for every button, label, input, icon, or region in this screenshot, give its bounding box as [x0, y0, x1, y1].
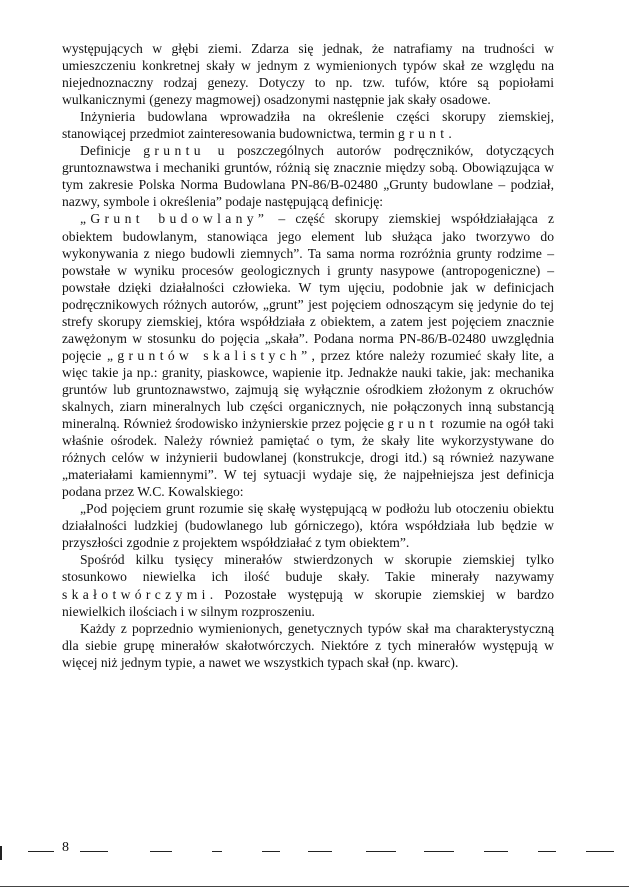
paragraph-4-text-b: , przez które należy rozumieć skały lite, a więc takie ja np.: granity, piaskowce, wapienie itp. Jednakże nauki takie, jak: mechanika gruntów lub gruntoznawstwo, zajmują się wyłącznie ośrodkiem złożonym z okruchów skalnych, ziarn mineralnych lub części organicznych, nie połączonych inną substancją mineralną. Również środowisko inżynierskie przez pojęcie — [62, 347, 555, 432]
page-number: 8 — [62, 840, 69, 855]
footer-rule — [484, 851, 508, 852]
page-footer — [0, 840, 629, 880]
bottom-edge-line — [0, 886, 629, 887]
term-grunt-budowlany: „Grunt budowlany” — [80, 211, 269, 227]
paragraph-6-text-a: Spośród kilku tysięcy minerałów stwierdzonych w skorupie ziemskiej tylko stosunkowo niewielka ich ilość buduje skały. Takie minerały nazywamy — [62, 552, 554, 585]
paragraph-4-text-a: – część skorupy ziemskiej współdziałająca z obiektem budowlanym, stanowiąca jego element lub służąca jako tworzywo do wykonywania z niego budowli ziemnych”. Ta sama norma rozróżnia grunty rodzime – powstałe w wyniku procesów geologicznych i grunty nasypowe (antropogeniczne) – powstałe dzięki działalności człowieka. W tym ujęciu, podobnie jak w definicjach podręcznikowych różnych autorów, „grunt” jest pojęciem odnoszącym się jedynie do tej strefy skorupy ziemskiej, która współdziała z obiektem, a zatem jest pojęciem znacznie zawężonym w stosunku do pojęcia „skała”. Podana norma PN-86/B-02480 uwzględnia pojęcie — [62, 211, 554, 363]
footer-rule — [586, 851, 614, 852]
footer-rule — [262, 851, 280, 852]
paragraph-7: Każdy z poprzednio wymienionych, genetycznych typów skał ma charakterystyczną dla siebie grupę minerałów skałotwórczych. Niektóre z tych minerałów występują w więcej niż jednym typie, a nawet we wszystkich typach skał (np. kwarc). — [62, 620, 554, 670]
footer-rule-left — [28, 851, 54, 852]
paragraph-4 — [62, 210, 554, 500]
footer-rule — [212, 851, 222, 852]
paragraph-6 — [62, 551, 554, 619]
footer-rule — [80, 851, 108, 852]
page-body — [62, 40, 554, 671]
paragraph-4-text-c: rozumie na ogół taki właśnie ośrodek. Należy również pamiętać o tym, że skały lite wykorzystywane do różnych celów w inżynierii budowlanej (konstrukcje, drogi itd.) są również nazywane „materiałami kamiennymi”. W tej sytuacji wydaje się, że najpełniejsza jest definicja podana przez W.C. Kowalskiego: — [62, 416, 554, 500]
footer-rule — [424, 851, 454, 852]
paragraph-1: występujących w głębi ziemi. Zdarza się jednak, że natrafiamy na trudności w umieszczeniu konkretnej skały w jednym z wymienionych typów skał ze względu na niejednoznaczny rodzaj genezy. Dotyczy to np. tzw. tufów, które są popiołami wulkanicznymi (genezy magmowej) osadzonymi następnie jak skały osadowe. — [62, 41, 554, 108]
term-skalotworczymi: skałotwórczymi — [62, 586, 210, 602]
term-gruntu: gruntu — [143, 143, 205, 159]
term-grunt: grunt — [397, 126, 449, 142]
paragraph-3-text: u poszczególnych autorów podręczników, dotyczących gruntoznawstwa i mechaniki gruntów, różnią się znacznie między sobą. Obowiązująca w tym zakresie Polska Norma Budowlana PN-86/B-02480 „Grunty budowlane – podział, nazwy, symbole i określenia” podaje następującą definicję: — [62, 143, 554, 210]
term-gruntow-skalistych: „gruntów skalistych” — [107, 347, 312, 363]
footer-rule — [366, 851, 396, 852]
paragraph-6-text-b: . Pozostałe występują w skorupie ziemskiej w bardzo niewielkich ilościach i w silnym rozproszeniu. — [62, 586, 554, 619]
paragraph-2 — [62, 108, 554, 142]
paragraph-2-end: . — [448, 126, 452, 142]
footer-rule — [538, 851, 556, 852]
footer-rule — [150, 851, 172, 852]
paragraph-2-text: Inżynieria budowlana wprowadziła na określenie części skorupy ziemskiej, stanowiącej przedmiot zainteresowania budownictwa, termin — [62, 109, 554, 142]
paragraph-3-start: Definicje — [80, 143, 144, 159]
term-grunt-2: grunt — [387, 416, 438, 432]
paragraph-3 — [62, 142, 554, 210]
footer-rule — [308, 851, 332, 852]
paragraph-5-quote: „Pod pojęciem grunt rozumie się skałę występującą w podłożu lub otoczeniu obiektu działalności ludzkiej (budowlanego lub górniczego), która współdziała lub będzie w przyszłości zgodnie z projektem współdziałać z tym obiektem”. — [62, 501, 554, 551]
